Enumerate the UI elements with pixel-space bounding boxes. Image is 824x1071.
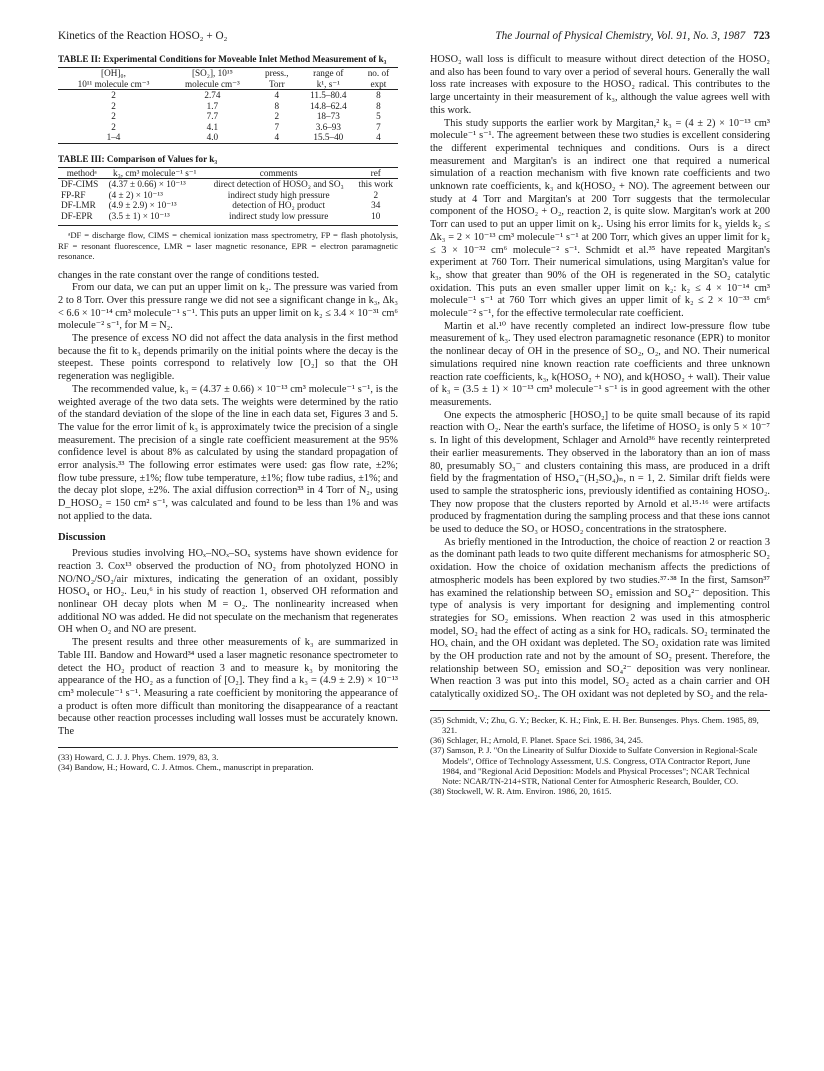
table-cell: 7 (274, 121, 280, 132)
journal-page (58, 28, 770, 1058)
table-cell: 2 (111, 100, 116, 111)
reference-item: (38) Stockwell, W. R. Atm. Environ. 1986, 20, 1615. (430, 786, 612, 797)
table-cell: 4.1 (206, 121, 219, 132)
table2-header: 10¹¹ molecule cm⁻³ (58, 79, 169, 90)
table-cell: indirect study low pressure (204, 211, 354, 226)
reference-item: (33) Howard, C. J. J. Phys. Chem. 1979, 83, 3. (58, 751, 219, 762)
table3-title: TABLE III: Comparison of Values for k₃ (58, 153, 218, 164)
paragraph: One expects the atmospheric [HOSO₂] to be quite small because of its rapid reaction with O₂. Near the earth's surface, the lifetime of HOSO₂ is only 5 × 10⁻⁷ s. In light of this development, Schlager and Arnold³⁶ have recently reinterpreted their earlier measurements. They observed in the laboratory than an ion of mass 80, presumably SO₃⁻ and clusters containing this mass, are produced in a drift field by the fragmentation of HSO₄⁻(H₂SO₄)ₙ, n = 1, 2. Similar drift fields were used to sample the stratospheric ions, previously identified as containing HOSO₂. They now propose that the clusters reported by Arnold et al.¹⁵·¹⁶ were artifacts produced by fragmentation during the sampling process and that these ions cannot be used to deduce the SO₃ or HOSO₂ concentrations in the stratosphere. (430, 409, 770, 536)
table3-header: ref (354, 167, 399, 179)
table2-header: [OH]₀, (58, 68, 169, 79)
table-cell: 7 (376, 121, 381, 132)
page-number: 723 (753, 30, 770, 42)
paragraph: The presence of excess NO did not affect the data analysis in the first method because the fit to k₃ depends primarily on the initial points where the decay is the steepest. These points correspond to relatively low [O₂] so that the OH regeneration was negligible. (58, 333, 398, 383)
left-column (58, 54, 398, 772)
table-cell: 1.7 (206, 100, 219, 111)
table-cell: 8 (376, 100, 381, 111)
table2-header: molecule cm⁻³ (169, 79, 256, 90)
footnote-references (58, 747, 398, 772)
table2-title: TABLE II: Experimental Conditions for Moveable Inlet Method Measurement of k₃ (58, 54, 387, 64)
right-column (430, 54, 770, 796)
table-cell: detection of HO₂ product (232, 200, 326, 210)
reference-item: (37) Samson, P. J. "On the Linearity of Sulfur Dioxide to Sulfate Conversion in Regional-Scale Models", Office of Technology Assessment, U.S. Congress, OTA Contractor Report, June 1984, and "Regional Acid Deposition: Models and Physical Processes"; NCAR Technical Note: NCAR/TN-214+STR, National Center for Atmospheric Research, Boulder, CO. (430, 745, 758, 787)
table-cell: 5 (376, 111, 381, 121)
paragraph: This study supports the earlier work by Margitan,² k₃ = (4 ± 2) × 10⁻¹³ cm³ molecule⁻¹ s⁻¹. The agreement between these two studies is excellent considering the different experimental techniques and conditions. Ours is a direct measurement and Margitan's is an indirect one that required a numerical simulation of a reaction mechanism with five known rate coefficients and two unknown rate coefficients, k₃ and k(HOSO₂ + NO). The agreement between our study at 4 Torr and Margitan's at 200 Torr suggests that the termolecular component of the HOSO₂ + O₂, reaction 2, is quite slow. Margitan's work at 200 Torr can used to put an upper limit on k₂. Using his error limits for k₃ yields k₂ ≤ Δk₃ = 2 × 10⁻¹³ cm³ molecule⁻¹ s⁻¹ at 200 Torr, which gives an upper limit for k₂ ≤ 3 × 10⁻³² cm⁶ molecule⁻² s⁻¹. Schmidt et al.³⁵ have repeated Margitan's experiment at 760 Torr. Their numerical simulations, using Margitan's value for k₃, show that greater than 90% of the OH is regenerated in the SO₂ catalytic oxidation. This puts an even smaller upper limit on k₂: k₂ ≤ 4 × 10⁻¹⁴ cm³ molecule⁻¹ s⁻¹ at 760 Torr which gives an upper limit of k₂ ≤ 2 × 10⁻³³ cm⁶ molecule⁻² s⁻¹, for the effective termolecular rate coefficient. (430, 117, 770, 320)
table2-header-row-1 (58, 68, 398, 79)
table-cell: FP-RF (61, 189, 86, 200)
table-cell: (3.5 ± 1) × 10⁻¹³ (106, 211, 204, 226)
table-cell: direct detection of HOSO₂ and SO₃ (213, 179, 344, 189)
table-cell: DF-EPR (58, 211, 106, 226)
paragraph: HOSO₂ wall loss is difficult to measure without direct detection of the HOSO₂ and also has been found to vary over a period of several hours. Generally the wall loss rate increases with exposure to the HOSO₂ radical. This contributes to the large uncertainty in their measurement of k₃, although the value agrees well with this work. (430, 54, 770, 116)
journal-citation (495, 28, 770, 44)
table-cell: 15.5–40 (298, 132, 359, 143)
footnote-references (430, 710, 770, 797)
table-row (58, 190, 398, 201)
table-cell: 4 (274, 90, 280, 100)
table-cell: this work (358, 179, 393, 189)
table-cell: 7.7 (206, 111, 219, 121)
table3-header: methodᵃ (58, 167, 106, 179)
table-cell: 2 (274, 111, 280, 121)
reference-item: (35) Schmidt, V.; Zhu, G. Y.; Becker, K. H.; Fink, E. H. Ber. Bunsenges. Phys. Chem. 1985, 89, 321. (430, 714, 759, 736)
table-row (58, 211, 398, 226)
table-cell: (4 ± 2) × 10⁻¹³ (108, 189, 163, 200)
reference-item: (36) Schlager, H.; Arnold, F. Planet. Space Sci. 1986, 34, 245. (430, 735, 644, 746)
table-row (58, 200, 398, 211)
paragraph: As briefly mentioned in the Introduction, the choice of reaction 2 or reaction 3 as the dominant path leads to two quite different mechanisms for atmospheric SO₂ oxidation. How the choice of oxidation mechanism affects the predictions of atmospheric models has been explored by two studies.³⁷·³⁸ In the first, Samson³⁷ has examined the relationship between SO₂ emission and SO₄²⁻ deposition. This type of analysis is very important for designing and implementing control strategies for SO₂ emissions. When reaction 2 was used in this atmospheric model, SO₂ had the effect of acting as a sink for HOₓ radicals. SO₂ terminated the HOₓ chain, and the OH oxidant was depleted. The SO₂ oxidation rate was limited by the OH production rate and not by the amount of SO₂ present. Therefore, the relationship between SO₂ emission and SO₄²⁻ deposition was very nonlinear. When reaction 3 was put into this model, SO₂ acted as a chain carrier and OH catalytically oxidized SO₂. The OH oxidant was not depleted by SO₂ and the rela- (430, 536, 770, 701)
table-cell: 1–4 (58, 132, 169, 143)
running-head (58, 28, 770, 44)
table-cell: 3.6–93 (315, 121, 341, 132)
table3-header: k₃, cm³ molecule⁻¹ s⁻¹ (106, 167, 204, 179)
table3-footnote: ᵃDF = discharge flow, CIMS = chemical ionization mass spectrometry, FP = flash photolysis, RF = resonant fluorescence, LMR = laser magnetic resonance, EPR = electron paramagnetic resonance. (58, 230, 398, 261)
table2-header: press., (256, 68, 298, 79)
table-row (58, 132, 398, 143)
table2-header: Torr (256, 79, 298, 90)
table-cell: 2.74 (204, 90, 221, 100)
table2-header: no. of (359, 68, 398, 79)
table2-header: range of (298, 68, 359, 79)
table-cell: DF-CIMS (61, 179, 99, 189)
table-row (58, 111, 398, 122)
table-cell: 34 (371, 200, 381, 210)
table2-header-row-2 (58, 79, 398, 90)
table-row (58, 90, 398, 101)
table-row (58, 179, 398, 190)
table2-header: k¹, s⁻¹ (298, 79, 359, 90)
table-cell: 2 (111, 90, 116, 100)
section-heading: Discussion (58, 531, 106, 543)
table-cell: 4.0 (169, 132, 256, 143)
table2-header: expt (359, 79, 398, 90)
table-cell: indirect study high pressure (227, 189, 330, 200)
paragraph: The present results and three other measurements of k₃ are summarized in Table III. Bandow and Howard³⁴ used a laser magnetic resonance spectrometer to detect the HO₂ product of reaction 3 and to measure k₃ by monitoring the appearance of the HO₂ as a function of [O₂]. They find a k₃ = (4.9 ± 2.9) × 10⁻¹³ cm³ molecule⁻¹ s⁻¹. Measuring a rate coefficient by monitoring the appearance of a product is often more difficult than monitoring the disappearance of a reactant because other reaction processes including wall losses must be accurately known. The (58, 637, 398, 738)
table-cell: 10 (354, 211, 399, 226)
table-cell: 11.5–80.4 (310, 90, 347, 100)
table-cell: (4.9 ± 2.9) × 10⁻¹³ (108, 200, 177, 210)
table-cell: 18–73 (316, 111, 340, 121)
paragraph: Martin et al.¹⁰ have recently completed an indirect low-pressure flow tube measurement of k₃. They used electron paramagnetic resonance (EPR) to monitor the nonlinear decay of OH in the presence of SO₂, O₂, and NO. Their numerical simulations required nine known reaction rate coefficients and three unknown reaction rate coefficients, k₃, k(HOSO₂ + NO), and k(HOSO₂ + wall). Their value of k₃ = (3.5 ± 1) × 10⁻¹³ cm³ molecule⁻¹ s⁻¹ is in good agreement with the other measurements. (430, 320, 770, 408)
article-short-title: Kinetics of the Reaction HOSO₂ + O₂ (58, 30, 228, 42)
table3 (58, 167, 398, 227)
table3-header-row (58, 167, 398, 179)
table2 (58, 67, 398, 144)
table-cell: 14.8–62.4 (309, 100, 347, 111)
paragraph: From our data, we can put an upper limit on k₂. The pressure was varied from 2 to 8 Torr. Over this pressure range we did not see a significant change in k₃, Δk₃ < 6.6 × 10⁻¹⁴ cm³ molecule⁻¹ s⁻¹. This puts an upper limit on k₂ ≤ 3.4 × 10⁻³¹ cm⁶ molecule⁻² s⁻¹, for M = N₂. (58, 282, 398, 332)
table3-header: comments (204, 167, 354, 179)
table-cell: DF-LMR (61, 200, 96, 210)
reference-item: (34) Bandow, H.; Howard, C. J. Atmos. Chem., manuscript in preparation. (58, 762, 314, 773)
table2-header: [SO₂], 10¹⁵ (169, 68, 256, 79)
table-cell: 8 (274, 100, 280, 111)
paragraph: changes in the rate constant over the range of conditions tested. (58, 269, 320, 281)
table-cell: 2 (373, 189, 379, 200)
table-row (58, 122, 398, 133)
table-cell: 2 (111, 111, 116, 121)
table-cell: 2 (111, 121, 116, 132)
table-cell: 4 (359, 132, 398, 143)
table-row (58, 101, 398, 112)
paragraph: The recommended value, k₃ = (4.37 ± 0.66) × 10⁻¹³ cm³ molecule⁻¹ s⁻¹, is the weighted average of the two data sets. The weights were determined by the ratio of the standard deviation of the slope of the line in each data set, Figures 3 and 5. The value for the error limit of k₃ is approximately twice the precision of a single measurement. The precision of a single rate coefficient measurement at the 95% confidence level is about 8% as calculated by using the standard propagation of error analysis.³³ The following error estimates were used: gas flow rate, ±2%; flow tube pressure, ±1%; flow tube temperature, ±1%; flow tube radius, ±1%; and the decay plot slope, ±2%. The axial diffusion correction³³ in 4 Torr of N₂, using D_HOSO₂ = 150 cm² s⁻¹, was calculated and found to be less than 1% and was not applied to the data. (58, 383, 398, 522)
table-cell: 8 (376, 90, 381, 100)
table-cell: 4 (256, 132, 298, 143)
table-cell: (4.37 ± 0.66) × 10⁻¹³ (108, 179, 186, 189)
paragraph: Previous studies involving HOₓ–NOₓ–SOₓ systems have shown evidence for reaction 3. Cox¹³ observed the production of NO₂ from photolyzed HONO in NO/NO₂/SO₂/air mixtures, indicating the generation of an oxidant, possibly HOSO₄ or HO₂. Leu,⁶ in his study of reaction 1, observed OH reformation and nonlinear OH decay plots when M = O₂. The nonlinearity increased when additional NO was added. He did not speculate on the mechanism that regenerates OH when O₂ and NO are present. (58, 548, 398, 636)
journal-name: The Journal of Physical Chemistry, Vol. 91, No. 3, 1987 (495, 30, 746, 42)
